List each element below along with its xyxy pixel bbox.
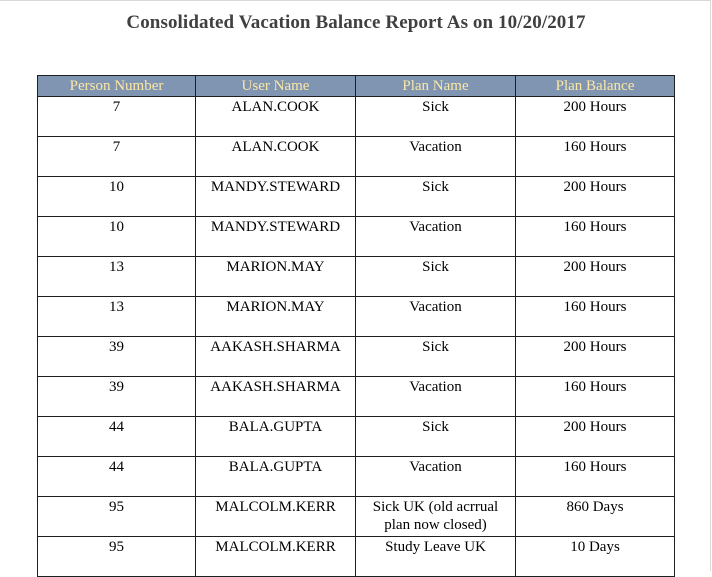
cell-person-number: 44	[38, 457, 196, 497]
cell-plan-balance: 200 Hours	[516, 337, 675, 377]
cell-plan-name: Sick UK (old acrrual plan now closed)	[356, 497, 516, 537]
cell-plan-name: Vacation	[356, 217, 516, 257]
cell-person-number: 13	[38, 297, 196, 337]
cell-person-number: 10	[38, 217, 196, 257]
cell-user-name: MARION.MAY	[196, 297, 356, 337]
table-row	[38, 377, 675, 417]
cell-plan-balance: 200 Hours	[516, 257, 675, 297]
cell-user-name: BALA.GUPTA	[196, 457, 356, 497]
cell-person-number: 7	[38, 137, 196, 177]
table-body	[38, 97, 675, 577]
table-row	[38, 417, 675, 457]
table-row	[38, 257, 675, 297]
cell-plan-name: Vacation	[356, 377, 516, 417]
cell-plan-balance: 160 Hours	[516, 377, 675, 417]
cell-plan-balance: 200 Hours	[516, 97, 675, 137]
cell-user-name: MARION.MAY	[196, 257, 356, 297]
cell-user-name: AAKASH.SHARMA	[196, 377, 356, 417]
cell-plan-name: Vacation	[356, 457, 516, 497]
cell-plan-name: Sick	[356, 337, 516, 377]
column-header-plan-name: Plan Name	[356, 76, 516, 97]
cell-person-number: 95	[38, 537, 196, 577]
cell-plan-name: Sick	[356, 177, 516, 217]
cell-plan-name: Sick	[356, 257, 516, 297]
cell-person-number: 39	[38, 337, 196, 377]
cell-user-name: MALCOLM.KERR	[196, 537, 356, 577]
report-title: Consolidated Vacation Balance Report As on 10/20/2017	[126, 12, 586, 33]
cell-plan-name: Vacation	[356, 297, 516, 337]
cell-plan-balance: 10 Days	[516, 537, 675, 577]
cell-person-number: 95	[38, 497, 196, 537]
cell-person-number: 10	[38, 177, 196, 217]
cell-plan-balance: 200 Hours	[516, 417, 675, 457]
cell-person-number: 39	[38, 377, 196, 417]
cell-user-name: AAKASH.SHARMA	[196, 337, 356, 377]
table-row	[38, 97, 675, 137]
cell-user-name: MALCOLM.KERR	[196, 497, 356, 537]
cell-person-number: 7	[38, 97, 196, 137]
cell-plan-name: Study Leave UK	[356, 537, 516, 577]
cell-plan-name: Sick	[356, 97, 516, 137]
table-row	[38, 217, 675, 257]
table-row	[38, 457, 675, 497]
cell-user-name: BALA.GUPTA	[196, 417, 356, 457]
vacation-balance-table	[37, 75, 675, 577]
cell-plan-name: Vacation	[356, 137, 516, 177]
cell-plan-balance: 160 Hours	[516, 457, 675, 497]
column-header-person-number: Person Number	[38, 76, 196, 97]
column-header-user-name: User Name	[196, 76, 356, 97]
cell-plan-balance: 200 Hours	[516, 177, 675, 217]
table-row	[38, 137, 675, 177]
cell-plan-balance: 160 Hours	[516, 297, 675, 337]
cell-plan-balance: 860 Days	[516, 497, 675, 537]
column-header-plan-balance: Plan Balance	[516, 76, 675, 97]
cell-user-name: MANDY.STEWARD	[196, 217, 356, 257]
cell-plan-name: Sick	[356, 417, 516, 457]
table-row	[38, 337, 675, 377]
cell-user-name: MANDY.STEWARD	[196, 177, 356, 217]
cell-user-name: ALAN.COOK	[196, 97, 356, 137]
cell-plan-balance: 160 Hours	[516, 137, 675, 177]
cell-user-name: ALAN.COOK	[196, 137, 356, 177]
table-row	[38, 497, 675, 537]
cell-plan-balance: 160 Hours	[516, 217, 675, 257]
table-row	[38, 537, 675, 577]
cell-person-number: 13	[38, 257, 196, 297]
table-header-row	[38, 76, 675, 97]
cell-person-number: 44	[38, 417, 196, 457]
table-row	[38, 297, 675, 337]
table-row	[38, 177, 675, 217]
